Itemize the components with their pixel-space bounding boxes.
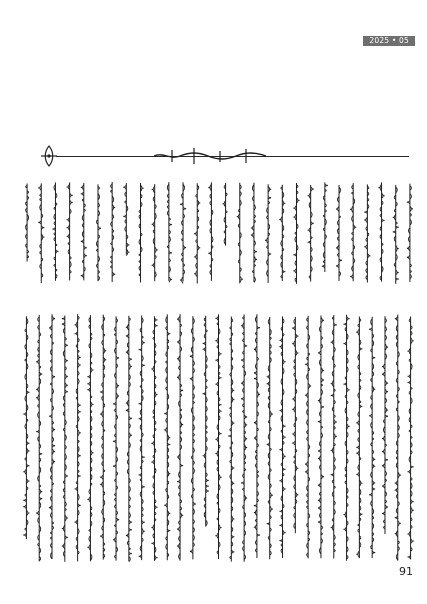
text-column [251, 183, 257, 283]
lower-text-block [20, 312, 417, 564]
text-column [308, 185, 314, 282]
text-column [208, 182, 213, 281]
text-column [75, 314, 81, 561]
text-column [267, 317, 273, 559]
header-ornament-icon [38, 144, 60, 168]
text-column [292, 317, 298, 533]
header-rule [56, 156, 409, 157]
running-header [0, 138, 427, 174]
text-column [395, 315, 401, 561]
text-column [180, 182, 186, 283]
text-column [87, 315, 93, 561]
page-number: 91 [399, 565, 413, 578]
text-column [331, 315, 337, 558]
text-column [228, 316, 234, 561]
text-column [49, 314, 55, 559]
text-column [265, 184, 271, 283]
text-column [194, 183, 200, 283]
text-column [237, 183, 243, 284]
text-column [139, 316, 145, 561]
text-column [407, 184, 413, 282]
text-column [96, 184, 101, 281]
text-column [81, 183, 87, 280]
lower-vertical-text [20, 312, 417, 564]
text-column [152, 184, 158, 281]
text-column [364, 184, 370, 282]
text-column [67, 182, 73, 280]
text-column [369, 317, 375, 558]
text-column [215, 314, 221, 559]
text-column [293, 183, 299, 284]
text-column [62, 316, 68, 562]
text-column [123, 183, 129, 256]
text-column [343, 315, 349, 561]
text-column [318, 316, 324, 559]
text-column [407, 317, 413, 560]
upper-text-block [20, 180, 417, 286]
text-column [26, 183, 29, 261]
text-column [177, 314, 183, 561]
text-column [356, 316, 362, 558]
text-column [139, 183, 144, 283]
text-column [241, 314, 247, 561]
text-column [393, 185, 399, 284]
text-column [38, 183, 44, 283]
issue-badge: 2025 • 05 [363, 36, 415, 46]
text-column [113, 316, 119, 560]
text-column [100, 315, 106, 560]
text-column [279, 316, 285, 558]
text-column [167, 182, 172, 282]
text-column [36, 315, 42, 561]
text-column [222, 183, 227, 246]
text-column [378, 182, 384, 281]
text-column [23, 316, 29, 539]
text-column [111, 182, 116, 282]
text-column [126, 316, 132, 562]
text-column [164, 314, 170, 560]
text-column [350, 183, 356, 281]
text-column [254, 314, 260, 558]
text-column [336, 185, 342, 281]
text-column [322, 182, 328, 272]
section-title-script [150, 142, 270, 170]
text-column [190, 316, 196, 559]
upper-vertical-text [20, 180, 417, 286]
text-column [151, 316, 157, 561]
text-column [305, 316, 311, 559]
text-column [382, 316, 388, 534]
text-column [279, 185, 285, 281]
text-column [52, 182, 58, 280]
text-column [203, 316, 209, 527]
